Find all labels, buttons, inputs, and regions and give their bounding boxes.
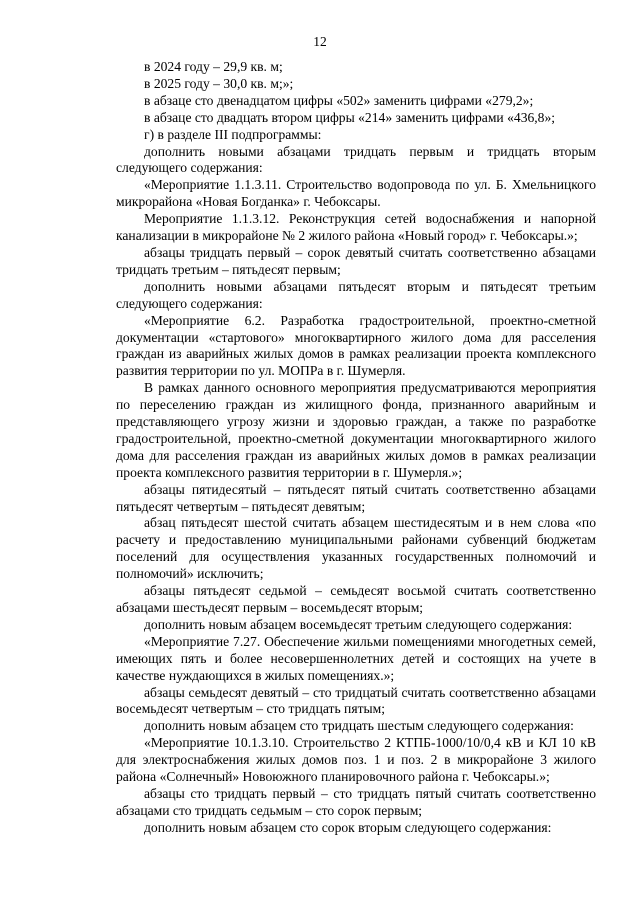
paragraph: абзац пятьдесят шестой считать абзацем шестидесятым и в нем слова «по расчету и предоставлению муниципальными районами субвенций бюджетам поселений для осуществления указанных государственных полномочий и полномочий» исключить; xyxy=(116,515,596,582)
paragraph: в абзаце сто двадцать втором цифры «214» заменить цифрами «436,8»; xyxy=(144,109,556,125)
paragraph: абзацы пятидесятый – пятьдесят пятый считать соответственно абзацами пятьдесят четвертым – пятьдесят девятым; xyxy=(116,481,596,514)
paragraph: абзацы сто тридцать первый – сто тридцать пятый считать соответственно абзацами сто тридцать седьмым – сто сорок первым; xyxy=(116,785,596,818)
paragraph: абзацы семьдесят девятый – сто тридцатый считать соответственно абзацами восемьдесят четвертым – сто тридцать пятым; xyxy=(116,684,596,717)
paragraph: В рамках данного основного мероприятия предусматриваются мероприятия по переселению граждан из жилищного фонда, признанного аварийным и представляющего угрозу жизни и здоровью граждан, а также по разработке градостроительной, проектно-сметной документации многоквартирного жилого дома для расселения граждан из аварийных жилых домов в рамках реализации проекта комплексного развития территории в г. Шумерля.»; xyxy=(116,380,596,480)
page-number: 12 xyxy=(313,34,327,49)
document-body xyxy=(116,59,596,837)
paragraph: «Мероприятие 7.27. Обеспечение жильми помещениями многодетных семей, имеющих пять и более несовершеннолетних детей и состоящих на учете в качестве нуждающихся в жилых помещениях.»; xyxy=(116,633,596,683)
paragraph: «Мероприятие 10.1.3.10. Строительство 2 КТПБ-1000/10/0,4 кВ и КЛ 10 кВ для электроснабжения жилых домов поз. 1 и поз. 2 в микрорайоне 3 жилого района «Солнечный» Новоюжного планировочного района г. Чебоксары.»; xyxy=(116,735,596,785)
paragraph: дополнить новым абзацем восемьдесят третьим следующего содержания: xyxy=(144,616,573,632)
paragraph: абзацы пятьдесят седьмой – семьдесят восьмой считать соответственно абзацами шестьдесят первым – восемьдесят вторым; xyxy=(116,583,596,615)
paragraph: дополнить новым абзацем сто тридцать шестым следующего содержания: xyxy=(144,718,574,734)
paragraph: абзацы тридцать первый – сорок девятый считать соответственно абзацами тридцать третьим – пятьдесят первым; xyxy=(116,244,596,277)
paragraph: в абзаце сто двенадцатом цифры «502» заменить цифрами «279,2»; xyxy=(144,92,534,108)
paragraph: в 2025 году – 30,0 кв. м;»; xyxy=(144,75,294,91)
paragraph: «Мероприятие 6.2. Разработка градостроительной, проектно-сметной документации «стартового» многоквартирного жилого дома для расселения граждан из аварийных жилых домов в рамках реализации проекта комплексного развития территории по ул. МОПРа в г. Шумерля. xyxy=(116,312,596,379)
paragraph: г) в разделе III подпрограммы: xyxy=(144,126,322,142)
paragraph: в 2024 году – 29,9 кв. м; xyxy=(144,59,283,74)
paragraph: «Мероприятие 1.1.3.11. Строительство водопровода по ул. Б. Хмельницкого микрорайона «Новая Богданка» г. Чебоксары. xyxy=(116,177,596,210)
paragraph: дополнить новыми абзацами тридцать первым и тридцать вторым следующего содержания: xyxy=(116,143,596,176)
paragraph: Мероприятие 1.1.3.12. Реконструкция сетей водоснабжения и напорной канализации в микрорайоне № 2 жилого района «Новый город» г. Чебоксары.»; xyxy=(116,211,596,244)
paragraph: дополнить новым абзацем сто сорок вторым следующего содержания: xyxy=(144,819,552,835)
paragraph: дополнить новыми абзацами пятьдесят вторым и пятьдесят третьим следующего содержания: xyxy=(116,278,596,311)
